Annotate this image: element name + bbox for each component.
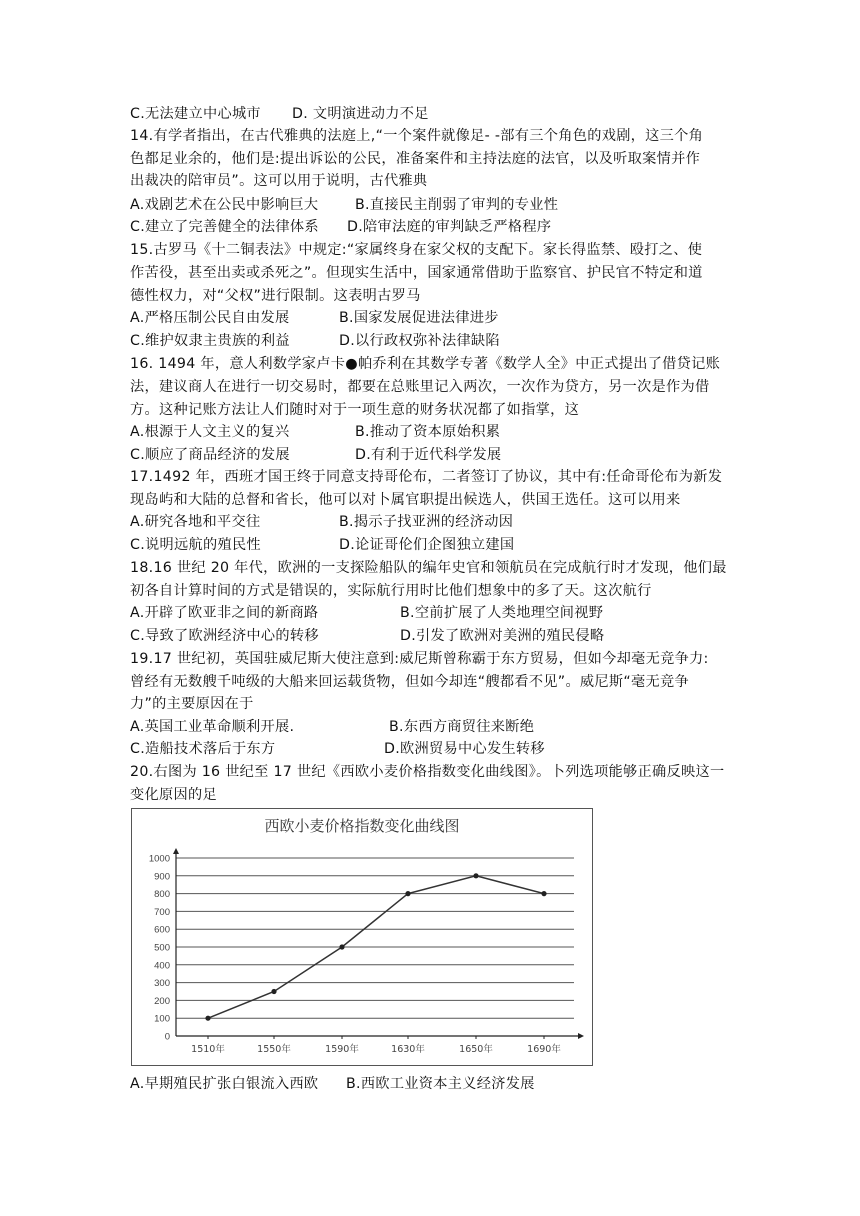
x-tick-label: 1550年 bbox=[257, 1044, 291, 1055]
option-13d: D. 文明演进动力不足 bbox=[292, 106, 429, 122]
question-15-stem-3: 德性权力，对“父权”进行限制。这表明古罗马 bbox=[130, 288, 421, 304]
option-19a: A.英国工业革命顺利开展. bbox=[130, 719, 295, 735]
y-axis-arrow bbox=[173, 848, 179, 854]
question-18-stem-1: 18.16 世纪 20 年代，欧洲的一支探险船队的编年史官和领航员在完成航行时才发现，他们最 bbox=[130, 560, 727, 576]
wheat-price-chart bbox=[131, 808, 593, 1066]
option-20b: B.西欧工业资本主义经济发展 bbox=[346, 1076, 535, 1092]
chart-x-ticks bbox=[191, 1036, 561, 1055]
chart-y-ticks bbox=[149, 854, 170, 1043]
question-19-stem-1: 19.17 世纪初，英国驻威尼斯大使注意到:威尼斯曾称霸于东方贸易，但如今却毫无竞争力: bbox=[130, 651, 709, 667]
x-axis-arrow bbox=[578, 1033, 584, 1039]
option-19d: D.欧洲贸易中心发生转移 bbox=[384, 741, 545, 757]
option-19b: B.东西方商贸往来断绝 bbox=[389, 719, 535, 735]
option-18b: B.空前扩展了人类地理空间视野 bbox=[400, 605, 604, 621]
question-14-stem-1: 14.有学者指出，在古代雅典的法庭上,“一个案件就像足- -部有三个角色的戏剧，这三个角 bbox=[130, 128, 704, 144]
y-tick-label: 0 bbox=[164, 1031, 170, 1043]
question-20-stem-2: 变化原因的足 bbox=[130, 787, 217, 803]
chart-svg bbox=[132, 809, 592, 1065]
question-15-stem-2: 作苦役，甚至出卖或杀死之”。但现实生活中，国家通常借助于监察官、护民官不特定和道 bbox=[130, 265, 703, 281]
question-14-stem-2: 色都足业余的，他们是:提出诉讼的公民，准备案件和主持法庭的法官，以及听取案情并作 bbox=[130, 151, 701, 167]
option-16a: A.根源于人文主义的复兴 bbox=[130, 424, 290, 440]
option-18d: D.引发了欧洲对美洲的殖民侵略 bbox=[400, 628, 605, 644]
option-14d: D.陪审法庭的审判缺乏严格程序 bbox=[347, 219, 552, 235]
option-16d: D.有利于近代科学发展 bbox=[355, 447, 502, 463]
option-20a: A.早期殖民扩张白银流入西欧 bbox=[130, 1076, 319, 1092]
y-tick-label: 300 bbox=[154, 978, 170, 990]
option-13c: C.无法建立中心城市 bbox=[130, 106, 261, 122]
data-point bbox=[205, 1016, 210, 1021]
option-18a: A.开辟了欧亚非之间的新商路 bbox=[130, 605, 319, 621]
option-15c: C.维护奴隶主贵族的利益 bbox=[130, 333, 290, 349]
data-point bbox=[541, 891, 546, 896]
y-tick-label: 700 bbox=[154, 906, 170, 918]
data-point bbox=[271, 989, 276, 994]
y-tick-label: 500 bbox=[154, 942, 170, 954]
question-19-stem-2: 曾经有无数艘千吨级的大船来回运载货物，但如今却连“艘都看不见”。威尼斯“毫无竞争 bbox=[130, 674, 689, 690]
data-point bbox=[339, 944, 344, 949]
x-tick-label: 1650年 bbox=[459, 1044, 493, 1055]
chart-title: 西欧小麦价格指数变化曲线图 bbox=[264, 817, 460, 835]
question-17-stem-1: 17.1492 年，西班才国王终于同意支持哥伦布，二者签订了协议，其中有:任命哥伦布为新发 bbox=[130, 469, 723, 485]
y-tick-label: 200 bbox=[154, 995, 170, 1007]
question-18-stem-2: 初各自计算时间的方式是错误的，实际航行用时比他们想象中的多了天。这次航行 bbox=[130, 583, 652, 599]
question-14-stem-3: 出裁决的陪审员”。这可以用于说明，古代雅典 bbox=[130, 173, 428, 189]
option-19c: C.造船技术落后于东方 bbox=[130, 741, 276, 757]
y-tick-label: 600 bbox=[154, 924, 170, 936]
question-16-stem-1: 16. 1494 年，意人利数学家卢卡●帕乔利在其数学专著《数学人全》中正式提出了借贷记账 bbox=[130, 356, 721, 372]
option-14b: B.直接民主削弱了审判的专业性 bbox=[355, 197, 559, 213]
option-14c: C.建立了完善健全的法律体系 bbox=[130, 219, 319, 235]
option-15a: A.严格压制公民自由发展 bbox=[130, 310, 290, 326]
option-17a: A.研究各地和平交往 bbox=[130, 514, 261, 530]
question-16-stem-3: 方。这种记账方法让人们随时对于一项生意的财务状况都了如指掌，这 bbox=[130, 402, 580, 418]
y-tick-label: 400 bbox=[154, 960, 170, 972]
question-17-stem-2: 现岛屿和大陆的总督和省长，他可以对卜属官职提出候选人，供国王选任。这可以用来 bbox=[130, 492, 681, 508]
x-tick-label: 1590年 bbox=[325, 1044, 359, 1055]
option-17c: C.说明远航的殖民性 bbox=[130, 537, 261, 553]
option-17d: D.论证哥伦们企图独立建国 bbox=[339, 537, 515, 553]
x-tick-label: 1690年 bbox=[527, 1044, 561, 1055]
option-16c: C.顺应了商品经济的发展 bbox=[130, 447, 290, 463]
x-tick-label: 1630年 bbox=[391, 1044, 425, 1055]
y-tick-label: 1000 bbox=[148, 853, 170, 865]
option-16b: B.推动了资本原始积累 bbox=[355, 424, 501, 440]
y-tick-label: 100 bbox=[154, 1013, 170, 1025]
question-19-stem-3: 力”的主要原因在于 bbox=[130, 696, 254, 712]
question-20-stem-1: 20.右图为 16 世纪至 17 世纪《西欧小麦价格指数变化曲线图》。卜列选项能够正确反映这一 bbox=[130, 764, 725, 780]
data-point bbox=[405, 891, 410, 896]
y-tick-label: 900 bbox=[154, 871, 170, 883]
y-tick-label: 800 bbox=[154, 889, 170, 901]
chart-grid bbox=[176, 858, 574, 1018]
question-16-stem-2: 法，建议商人在进行一切交易时，都要在总账里记入两次，一次作为贷方，另一次是作为借 bbox=[130, 379, 710, 395]
option-18c: C.导致了欧洲经济中心的转移 bbox=[130, 628, 319, 644]
x-tick-label: 1510年 bbox=[191, 1044, 225, 1055]
option-14a: A.戏剧艺术在公民中影响巨大 bbox=[130, 197, 319, 213]
option-17b: B.揭示子找亚洲的经济动因 bbox=[339, 514, 514, 530]
option-15b: B.国家发展促进法律进步 bbox=[339, 310, 499, 326]
question-15-stem-1: 15.古罗马《十二铜表法》中规定:“家属终身在家父权的支配下。家长得监禁、殴打之、使 bbox=[130, 242, 703, 258]
data-point bbox=[473, 873, 478, 878]
option-15d: D.以行政权弥补法律缺陷 bbox=[339, 333, 500, 349]
chart-axes bbox=[173, 848, 584, 1039]
